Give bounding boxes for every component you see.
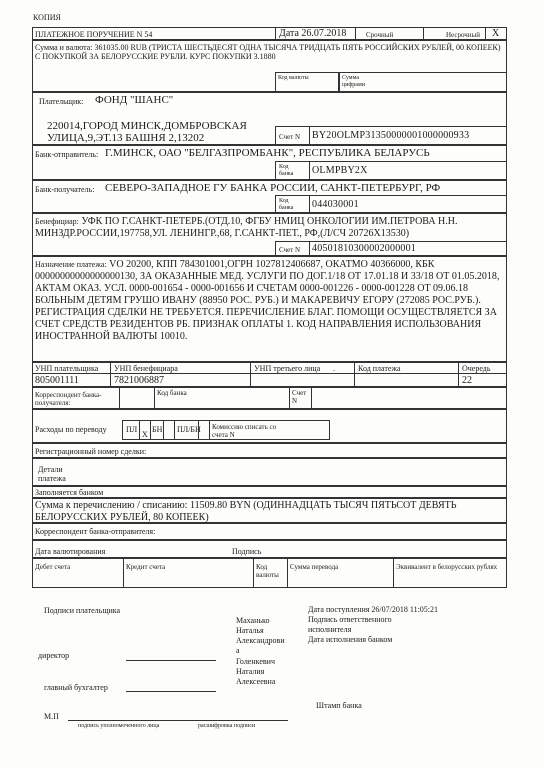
filled-by-bank-section: [32, 486, 507, 498]
byn-equivalent-label: Эквивалент в белорусских рублях: [396, 563, 498, 571]
correspondent-sender-section: [32, 523, 507, 540]
director-name-line-3: Александрови: [236, 636, 285, 645]
unp-payer-value: 805001111: [35, 375, 79, 386]
document-title: ПЛАТЕЖНОЕ ПОРУЧЕНИЕ N 54: [35, 30, 153, 39]
receiver-bank-name: СЕВЕРО-ЗАПАДНОЕ ГУ БАНКА РОССИИ, САНКТ-ПЕТЕРБУРГ, РФ: [105, 182, 441, 194]
payer-name: ФОНД "ШАНС": [95, 94, 174, 106]
responsible-signature-1: Подпись ответственного: [308, 615, 392, 624]
currency-code-label-bottom: Код валюты: [256, 563, 279, 579]
beneficiary-label: Бенефициар:: [35, 217, 79, 226]
non-urgent-label: Несрочный: [446, 31, 480, 39]
unp-row: [32, 362, 507, 387]
accountant-name: [236, 657, 275, 687]
queue-value: 22: [462, 375, 472, 386]
payer-address: 220014,ГОРОД МИНСК,ДОМБРОВСКАЯ УЛИЦА,9,ЭТ.13 БАШНЯ 2,13202: [47, 120, 247, 144]
purpose-label: Назначение платежа:: [35, 260, 107, 269]
sender-bank-code-cell: [275, 161, 507, 180]
filled-by-bank-label: Заполняется банком: [35, 488, 104, 497]
currency-date-label: Дата валютирования: [35, 547, 106, 556]
director-name: [236, 616, 285, 656]
correspondent-sender-label: Корреспондент банка-отправителя:: [35, 527, 156, 536]
sender-bank-code: OLMPBY2X: [312, 165, 368, 176]
registration-section: [32, 443, 507, 458]
copy-label: КОПИЯ: [33, 13, 61, 22]
debit-account-label: Дебет счета: [35, 563, 71, 571]
receiver-bank-code-cell: [275, 195, 507, 213]
currency-date-section: [32, 540, 507, 558]
director-signature-line: [126, 660, 216, 661]
document-date: Дата 26.07.2018: [279, 28, 347, 39]
payment-code-label: Код платежа: [358, 364, 401, 373]
unp-third-label: УНП третьего лица: [254, 364, 321, 373]
payment-details-label: Детали платежа: [38, 465, 66, 483]
payer-account: BY20OLMP31350000001000000933: [312, 130, 470, 141]
sender-bank-label: Банк-отправитель:: [35, 150, 99, 159]
receipt-date: Дата поступления 26/07/2018 11:05:21: [308, 605, 439, 614]
credit-account-label: Кредит счета: [126, 563, 166, 571]
mp-label: М.П: [44, 712, 59, 721]
authorized-signature-caption: подпись уполномоченного лица: [78, 723, 160, 729]
amount-section: [32, 40, 507, 92]
beneficiary-block: [35, 216, 503, 240]
signature-decoding-caption: расшифровка подписи: [198, 723, 256, 729]
receiver-bank-label: Банк-получатель:: [35, 185, 95, 194]
beneficiary-text: УФК ПО Г.САНКТ-ПЕТЕРБ.(ОТД.10, ФГБУ НМИЦ ОНКОЛОГИИ ИМ.ПЕТРОВА Н.Н. МИНЗДР.РОССИИ,197758,УЛ. ЛЕНИНГР.,68, Г.САНКТ-ПЕТ., РФ,(Л/СЧ 20726Х13530): [35, 216, 458, 239]
accountant-label: главный бухгалтер: [44, 683, 108, 692]
responsible-signature-2: исполнителя: [308, 625, 352, 634]
director-name-line-2: Наталья: [236, 626, 264, 635]
transfer-costs-grid: [122, 420, 330, 440]
urgent-label: Срочный: [366, 31, 394, 39]
payer-label: Плательщик:: [39, 97, 84, 106]
receiver-bank-code-label: Код банка: [279, 198, 294, 211]
accountant-name-line-3: Алексеевна: [236, 677, 276, 686]
signature-label: Подпись: [232, 547, 262, 556]
transfer-costs-plbn: ПЛ/БН: [177, 425, 201, 434]
bottom-table: [32, 558, 507, 588]
payer-account-cell: [275, 126, 507, 145]
payment-details-section: [32, 458, 507, 486]
transfer-sum-text: Сумма к перечислению / списанию: 11509.80 BYN (ОДИННАДЦАТЬ ТЫСЯЧ ПЯТЬСОТ ДЕВЯТЬ БЕЛОРУССКИХ РУБЛЕЙ, 80 КОПЕЕК): [35, 500, 457, 523]
purpose-block: [35, 259, 503, 343]
execution-date: Дата исполнения банком: [308, 635, 393, 644]
beneficiary-section: [32, 213, 507, 256]
payer-signatures-label: Подписи плательщика: [44, 606, 121, 615]
accountant-name-line-2: Наталия: [236, 667, 265, 676]
unp-payer-label: УНП плательщика: [35, 364, 99, 373]
sender-bank-code-label: Код банка: [279, 164, 294, 177]
transfer-costs-label: Расходы по переводу: [35, 425, 107, 434]
transfer-costs-pl-mark: X: [142, 430, 148, 439]
accountant-signature-line: [126, 691, 216, 692]
unp-beneficiary-value: 7821006887: [114, 375, 164, 386]
non-urgent-mark: X: [492, 28, 500, 39]
commission-label: Комиссию списать со счета N: [212, 423, 277, 439]
director-label: директор: [38, 651, 70, 660]
correspondent-receiver-label: Корреспондент банка-получателя:: [35, 391, 102, 407]
payer-section: [32, 92, 507, 145]
receiver-bank-section: [32, 180, 507, 213]
transfer-costs-section: [32, 409, 507, 443]
sender-bank-name: Г.МИНСК, ОАО "БЕЛГАЗПРОМБАНК", РЕСПУБЛИКА БЕЛАРУСЬ: [105, 147, 430, 159]
sender-bank-section: [32, 145, 507, 180]
bank-stamp-label: Штамп банка: [316, 701, 362, 710]
bank-receipt-block: [308, 605, 438, 645]
currency-code-label: Код валюты: [278, 75, 309, 81]
beneficiary-account-cell: [275, 241, 507, 256]
sum-digits-cell: [339, 72, 507, 92]
director-name-line-1: Маханько: [236, 616, 270, 625]
receiver-bank-code: 044030001: [312, 199, 359, 210]
beneficiary-account-label: Счет N: [279, 246, 301, 254]
unp-beneficiary-label: УНП бенефициара: [114, 364, 178, 373]
unp-third-dot: .: [333, 364, 335, 373]
transfer-costs-bn: БН: [152, 425, 163, 434]
director-name-line-4: а: [236, 646, 240, 655]
correspondent-receiver-code-label: Код банка: [157, 389, 187, 397]
payer-account-label: Счет N: [279, 133, 301, 141]
correspondent-receiver-section: [32, 387, 507, 409]
registration-label: Регистрационный номер сделки:: [35, 447, 147, 456]
transfer-sum-label: Сумма перевода: [290, 563, 339, 571]
mp-signature-line: [68, 720, 288, 721]
sum-digits-label: Сумма цифрами: [342, 75, 365, 88]
header-row: [32, 27, 507, 40]
beneficiary-account: 40501810300002000001: [312, 243, 416, 254]
amount-text: Сумма и валюта: 361035.00 RUB (ТРИСТА ШЕСТЬДЕСЯТ ОДНА ТЫСЯЧА ТРИДЦАТЬ ПЯТЬ РОССИЙСКИХ РУБЛЕЙ, 00 КОПЕЕК) С ПОКУПКОЙ ЗА БЕЛОРУССКИЕ РУБЛИ. КУРС ПОКУПКИ 3.1880: [35, 43, 501, 61]
queue-label: Очередь: [462, 364, 491, 373]
correspondent-receiver-account-label: Счет N: [292, 389, 307, 405]
purpose-section: [32, 256, 507, 362]
transfer-sum-section: [32, 498, 507, 523]
currency-code-cell: [275, 72, 339, 92]
purpose-text: VO 20200, КПП 784301001,ОГРН 1027812406687, ОКАТМО 40366000, КБК 00000000000000000130, ЗА ОКАЗАННЫЕ МЕД. УСЛУГИ ПО ДОГ.1/18 ОТ 17.01.18 И 33/18 ОТ 01.05.2018, АКТАМ ОКАЗ. УСЛ. 0000-001654 - 0000-001656 И СЧЕТАМ 0000-001226 - 0000-001228 ОТ 09.06.18 БОЛЬНЫМ ДЕТЯМ ГРУШО ИВАНУ (88950 РОС. РУБ.) И МАКАРЕВИЧУ ЕГОРУ (272085 РОС.РУБ.). РЕГИСТРАЦИЯ СДЕЛКИ НЕ ТРЕБУЕТСЯ. ПЕРЕЧИСЛЕНИЕ БЛАГ. ПОМОЩИ ОСУЩЕСТВЛЯЕТСЯ ЗА СЧЕТ СРЕДСТВ РЕЗИДЕНТОВ РБ. ПРИЗНАК ОПЛАТЫ 1. КОД НАПРАВЛЕНИЯ ИСПОЛЬЗОВАНИЯ ИНОСТРАННОЙ ВАЛЮТЫ 10010.: [35, 259, 500, 342]
accountant-name-line-1: Голенкевич: [236, 657, 275, 666]
transfer-costs-pl: ПЛ: [126, 425, 138, 434]
